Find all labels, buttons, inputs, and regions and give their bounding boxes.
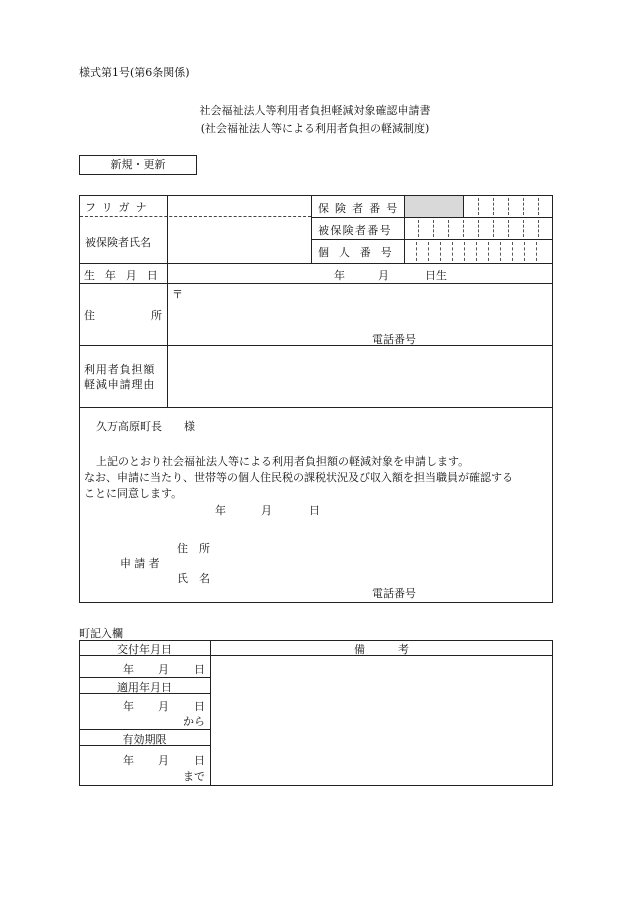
issue-date-label: 交付年月日 xyxy=(117,643,172,656)
insured-number-label: 被保険者番号 xyxy=(318,224,392,237)
issue-year-label: 年 xyxy=(123,663,134,676)
form-number: 様式第1号(第6条関係) xyxy=(79,66,190,79)
birth-month-label: 月 xyxy=(378,269,389,282)
apply-year-label: 年 xyxy=(123,700,134,713)
insurer-number-label: 保険者番号 xyxy=(318,202,404,215)
form-title: 社会福祉法人等利用者負担軽減対象確認申請書 xyxy=(199,104,431,117)
issue-day-label: 日 xyxy=(194,663,205,676)
address-label: 住 所 xyxy=(84,309,162,322)
new-renewal-label: 新規・更新 xyxy=(110,158,166,171)
valid-year-label: 年 xyxy=(123,754,134,767)
new-renewal-box xyxy=(79,155,197,175)
declaration-text-1: 上記のとおり社会福祉法人等による利用者負担額の軽減対象を申請します。 xyxy=(96,455,470,468)
personal-number-label: 個人番号 xyxy=(318,246,402,259)
declaration-text-2: なお、申請に当たり、世帯等の個人住民税の課税状況及び収入額を担当職員が確認する xyxy=(84,471,513,484)
notes-label: 備 考 xyxy=(354,643,409,656)
date-day-label: 日 xyxy=(309,504,320,517)
reason-label-line2: 軽減申請理由 xyxy=(84,378,156,391)
addressee: 久万高原町長 様 xyxy=(96,420,195,433)
birth-year-label: 年 xyxy=(334,269,345,282)
birth-day-label: 日生 xyxy=(425,269,447,282)
valid-day-label: 日 xyxy=(194,754,205,767)
office-section-label: 町記入欄 xyxy=(79,627,123,640)
postal-mark: 〒 xyxy=(172,288,183,301)
from-label: から xyxy=(183,715,205,728)
furigana-label: フリガナ xyxy=(85,201,153,214)
until-label: まで xyxy=(183,770,205,783)
issue-month-label: 月 xyxy=(158,663,169,676)
valid-until-label: 有効期限 xyxy=(122,733,167,746)
birthdate-label: 生年月日 xyxy=(84,269,168,282)
apply-month-label: 月 xyxy=(158,700,169,713)
applicant-phone-label: 電話番号 xyxy=(372,587,416,600)
insured-name-label: 被保険者氏名 xyxy=(85,236,151,249)
phone-label: 電話番号 xyxy=(372,333,416,346)
applicant-label: 申請者 xyxy=(120,557,163,570)
applicant-address-label: 住 所 xyxy=(177,542,210,555)
declaration-text-3: ことに同意します。 xyxy=(84,487,183,500)
reason-label-line1: 利用者負担額 xyxy=(84,363,156,376)
form-subtitle: (社会福祉法人等による利用者負担の軽減制度) xyxy=(200,122,430,135)
insurer-number-shaded xyxy=(405,196,463,217)
valid-month-label: 月 xyxy=(158,754,169,767)
date-month-label: 月 xyxy=(261,504,272,517)
applicant-name-label: 氏 名 xyxy=(177,572,210,585)
apply-date-label: 適用年月日 xyxy=(117,681,172,694)
date-year-label: 年 xyxy=(215,504,226,517)
apply-day-label: 日 xyxy=(194,700,205,713)
